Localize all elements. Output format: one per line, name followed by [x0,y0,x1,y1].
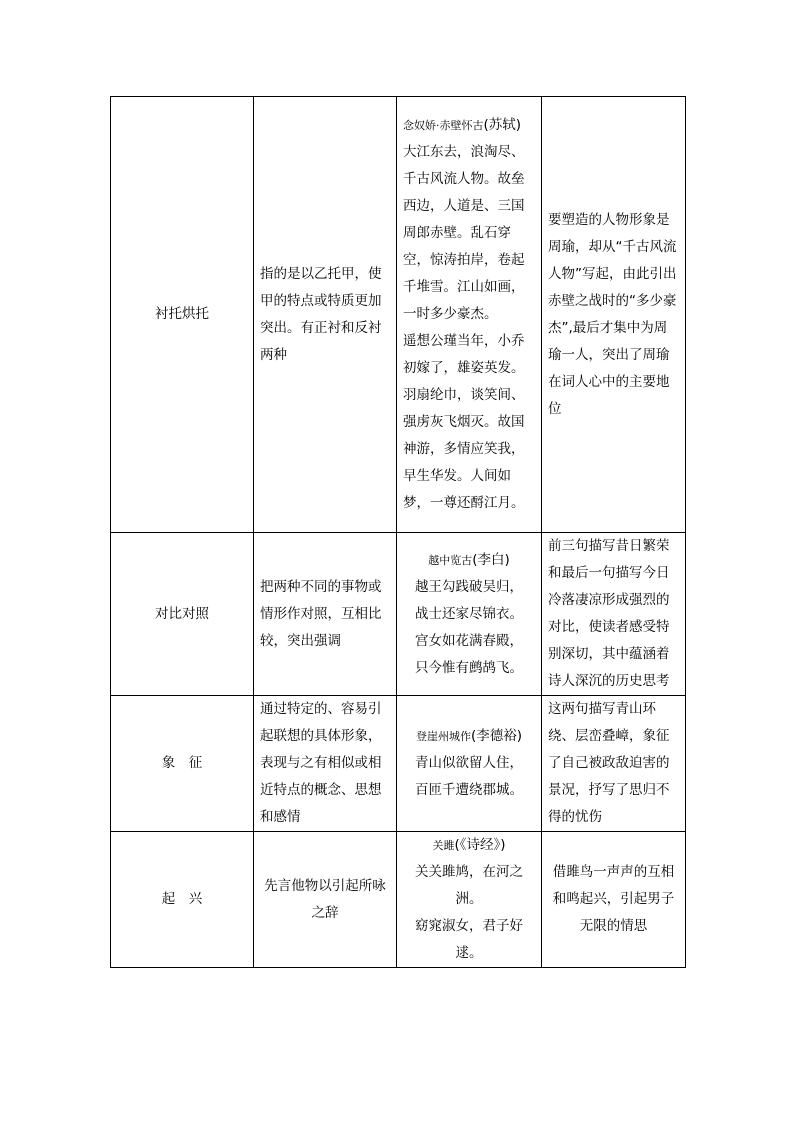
example-line: 宫女如花满春殿， [415,632,523,649]
example-title: 关雎 [432,839,455,852]
example-heading [403,832,535,859]
technique-cell [111,696,254,832]
example-line: 越王勾践破吴归， [415,578,523,595]
technique-cell [111,97,254,533]
note-text: 前三句描写昔日繁荣和最后一句描写今日冷落凄凉形成强烈的对比，使读者感受特别深切，其中蕴涵着诗人深沉的历史思考 [548,538,670,689]
example-cell [397,832,542,968]
technique-label: 象 征 [161,755,203,771]
example-title: 念奴娇·赤壁怀古 [403,119,484,132]
example-author: (《诗经》) [454,837,506,853]
example-line: 只今惟有鹧鸪飞。 [415,659,523,676]
definition-cell [254,832,397,968]
definition-text: 先言他物以引起所咏之辞 [264,877,386,921]
example-cell [397,696,542,832]
example-title: 登崖州城作 [415,730,471,743]
technique-label: 对比对照 [155,605,209,622]
technique-label: 起 兴 [161,891,203,907]
table-row [111,696,686,832]
definition-text: 指的是以乙托甲，使甲的特点或特质更加突出。有正衬和反衬两种 [260,265,382,363]
definition-cell [254,696,397,832]
definition-text: 把两种不同的事物或情形作对照，互相比较，突出强调 [260,578,382,649]
example-line: 百匝千遭绕郡城。 [415,782,523,798]
note-text: 借雎鸟一声声的互相和鸣起兴，引起男子无限的情思 [552,864,675,934]
note-cell [542,832,686,968]
table-row [111,832,686,968]
example-heading [403,547,535,574]
rhetoric-table [110,96,686,968]
note-text: 这两句描写青山环绕、层峦叠嶂，象征了自己被政敌迫害的景况，抒写了思归不得的忧伤 [548,701,670,825]
example-cell [397,97,542,533]
example-line: 窈窕淑女，君子好逑。 [415,918,523,961]
technique-label: 衬托烘托 [155,306,209,322]
note-text: 要塑造的人物形象是周瑜，却从“千古风流人物”写起，由此引出赤壁之战时的“多少豪杰”,最后才集中为周瑜一人，突出了周瑜在词人心中的主要地位 [548,211,677,417]
note-cell [542,533,686,696]
example-line: 关关雎鸠，在河之洲。 [415,864,523,907]
example-author: (李德裕) [470,728,523,744]
example-line: 大江东去，浪淘尽、千古风流人物。故垒西边，人道是、三国周郎赤壁。乱石穿空，惊涛拍岸，卷起千堆雪。江山如画，一时多少豪杰。 [403,144,525,322]
technique-cell [111,832,254,968]
table-row [111,533,686,696]
definition-cell [254,97,397,533]
table-row [111,97,686,533]
example-author: (李白) [472,551,510,568]
example-line: 战士还家尽锦衣。 [415,605,523,622]
example-heading [403,723,535,750]
example-cell [397,533,542,696]
example-author: (苏轼) [483,117,522,133]
note-cell [542,97,686,533]
definition-cell [254,533,397,696]
note-cell [542,696,686,832]
technique-cell [111,533,254,696]
example-title: 越中览古 [428,553,473,567]
definition-text: 通过特定的、容易引起联想的具体形象，表现与之有相似或相近特点的概念、思想和感情 [260,701,382,825]
example-line: 青山似欲留人住， [415,755,523,771]
example-line: 遥想公瑾当年，小乔初嫁了，雄姿英发。羽扇纶巾，谈笑间、强虏灰飞烟灭。故国神游，多情应笑我，早生华发。人间如梦，一尊还酹江月。 [403,333,525,511]
